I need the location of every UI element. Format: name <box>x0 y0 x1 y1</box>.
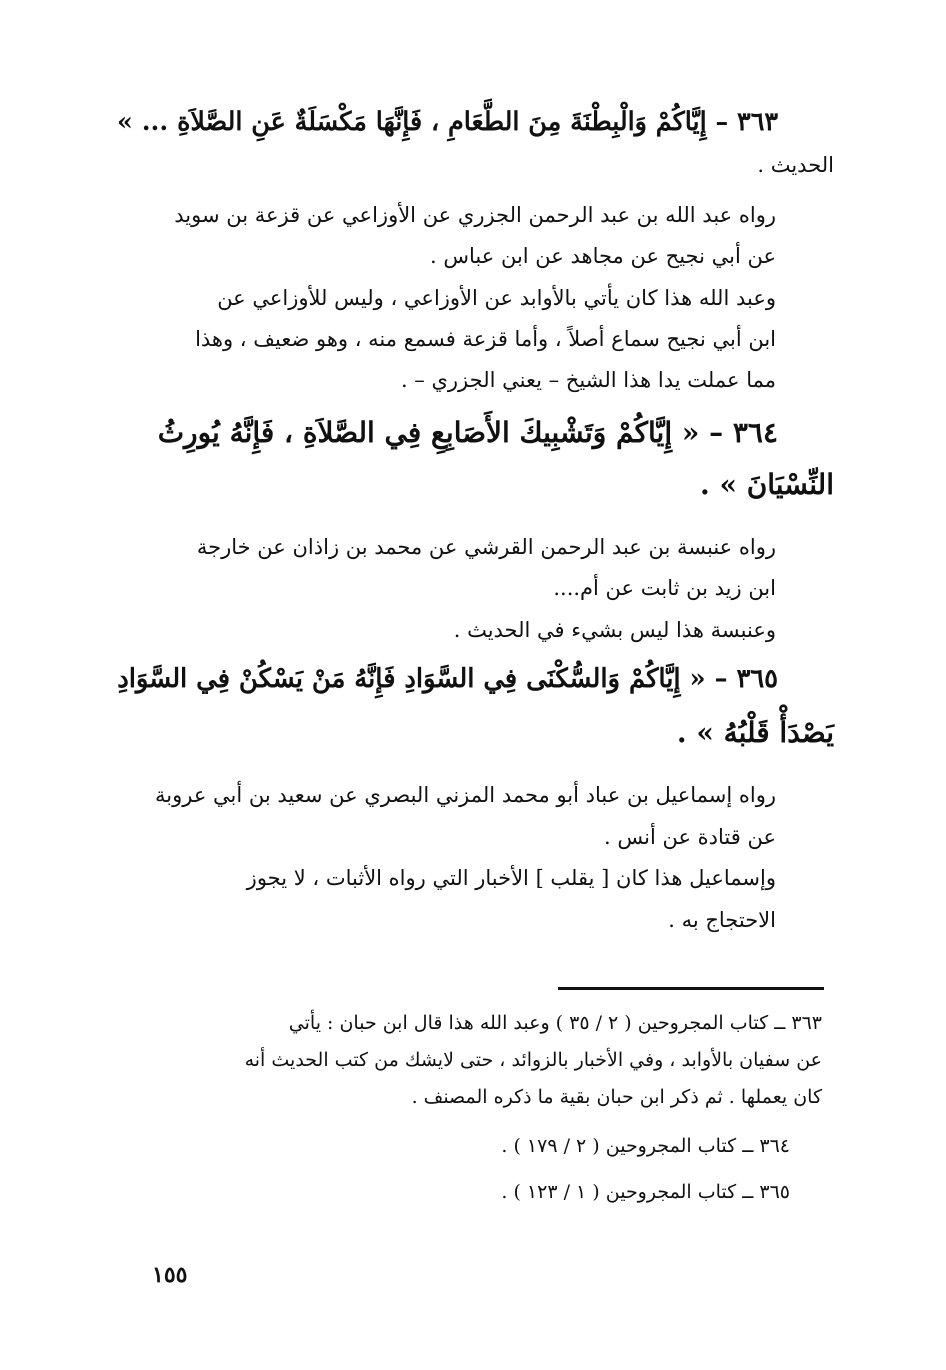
hadith-365-heading-line-2: يَصْدَأْ قَلْبُهُ » . <box>676 716 834 749</box>
hadith-365-body-line-3: وإسماعيل هذا كان [ يقلب ] الأخبار التي رواه الأثبات ، لا يجوز <box>246 866 776 890</box>
hadith-363-body-line-4: ابن أبي نجيح سماع أصلاً ، وأما قزعة فسمع منه ، وهو ضعيف ، وهذا <box>195 327 776 351</box>
hadith-363-body-line-5: مما عملت يدا هذا الشيخ – يعني الجزري – . <box>400 368 776 392</box>
hadith-363-body-line-1: رواه عبد الله بن عبد الرحمن الجزري عن الأوزاعي عن قزعة بن سويد <box>174 203 776 227</box>
hadith-363-body-line-2: عن أبي نجيح عن مجاهد عن ابن عباس . <box>430 244 776 268</box>
hadith-363-body-line-3: وعبد الله هذا كان يأتي بالأوابد عن الأوزاعي ، وليس للأوزاعي عن <box>217 286 776 310</box>
footnote-363-line-2: عن سفيان بالأوابد ، وفي الأخبار بالزوائد ، حتى لايشك من كتب الحديث أنه <box>244 1049 822 1071</box>
footnote-separator <box>558 987 824 990</box>
footnote-365: ٣٦٥ ــ كتاب المجروحين ( ١ / ١٢٣ ) . <box>501 1181 790 1203</box>
hadith-364-body-line-2: ابن زيد بن ثابت عن أم.... <box>553 576 776 600</box>
hadith-364-heading-line-2: النِّسْيَانَ » . <box>699 468 834 501</box>
footnote-364: ٣٦٤ ــ كتاب المجروحين ( ٢ / ١٧٩ ) . <box>501 1135 790 1157</box>
page-number: ١٥٥ <box>152 1262 188 1288</box>
hadith-364-body-line-3: وعنبسة هذا ليس بشيء في الحديث . <box>453 618 776 642</box>
hadith-365-body-line-1: رواه إسماعيل بن عباد أبو محمد المزني البصري عن سعيد بن أبي عروبة <box>155 783 776 807</box>
hadith-365-body-line-4: الاحتجاج به . <box>668 908 776 932</box>
hadith-364-heading-line-1: ٣٦٤ – « إِيَّاكُمْ وَتَشْبِيكَ الأَصَابِعِ فِي الصَّلاَةِ ، فَإِنَّهُ يُورِثُ <box>157 416 778 449</box>
hadith-363-heading-line-2: الحديث . <box>757 153 834 177</box>
hadith-363-heading-line-1: ٣٦٣ – إِيَّاكُمْ وَالْبِطْنَةَ مِنَ الطَّعَامِ ، فَإِنَّهَا مَكْسَلَةٌ عَنِ الصَّلاَةِ ... » <box>116 106 778 136</box>
hadith-365-body-line-2: عن قتادة عن أنس . <box>604 825 776 849</box>
footnote-363-line-3: كان يعملها . ثم ذكر ابن حبان بقية ما ذكره المصنف . <box>411 1086 822 1108</box>
footnote-363-line-1: ٣٦٣ ــ كتاب المجروحين ( ٢ / ٣٥ ) وعبد الله هذا قال ابن حبان : يأتي <box>288 1012 822 1034</box>
hadith-365-heading-line-1: ٣٦٥ – « إِيَّاكُمْ وَالسُّكْنَى فِي السَّوَادِ فَإِنَّهُ مَنْ يَسْكُنْ فِي السَّوَادِ <box>117 664 778 694</box>
hadith-364-body-line-1: رواه عنبسة بن عبد الرحمن القرشي عن محمد بن زاذان عن خارجة <box>196 535 776 559</box>
